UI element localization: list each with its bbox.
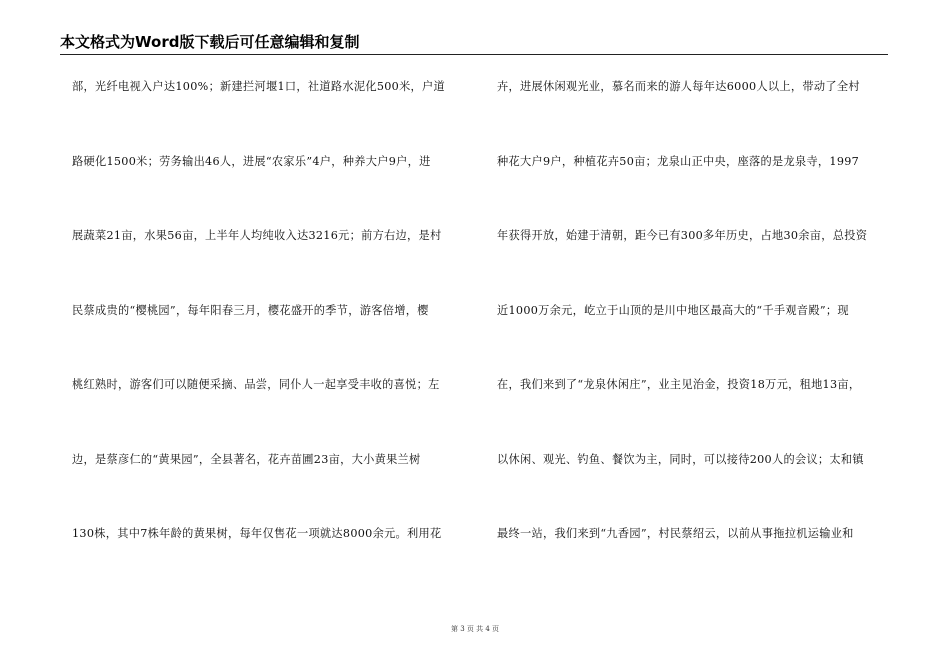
left-column — [72, 77, 472, 599]
text-line: 部，光纤电视入户达100%；新建拦河堰1口，社道路水泥化500米，户道 — [72, 80, 446, 93]
text-line: 最终一站，我们来到“九香园”，村民蔡绍云，以前从事拖拉机运输业和 — [497, 527, 854, 540]
header-title: 本文格式为Word版下载后可任意编辑和复制 — [60, 33, 360, 51]
text-line: 近1000万余元，屹立于山顶的是川中地区最高大的“千手观音殿”；现 — [497, 303, 849, 317]
text-line: 在，我们来到了“龙泉休闲庄”，业主见治金，投资18万元，租地13亩， — [497, 378, 861, 391]
text-line: 以休闲、观光、钓鱼、餐饮为主，同时，可以接待200人的会议；太和镇 — [497, 452, 864, 466]
page-header — [60, 32, 888, 55]
right-column — [497, 77, 897, 599]
text-line: 路硬化1500米；劳务输出46人，进展“农家乐”4户，种养大户9户，进 — [72, 154, 431, 168]
page-footer — [0, 624, 950, 634]
text-line: 民蔡成贵的“樱桃园”，每年阳春三月，樱花盛开的季节，游客倍增，樱 — [72, 303, 429, 317]
text-line: 边，是蔡彦仁的“黄果园”，全县著名，花卉苗圃23亩，大小黄果兰树 — [72, 452, 421, 466]
text-line: 年获得开放，始建于清朝，距今已有300多年历史，占地30余亩，总投资 — [497, 229, 868, 242]
text-line: 桃红熟时，游客们可以随便采摘、品尝，同仆人一起享受丰收的喜悦；左 — [72, 378, 440, 391]
page-number: 第 3 页 共 4 页 — [450, 625, 500, 633]
text-line: 130株，其中7株年龄的黄果树，每年仅售花一项就达8000余元。利用花 — [72, 527, 442, 540]
text-line: 卉，进展休闲观光业，慕名而来的游人每年达6000人以上，带动了全村 — [497, 80, 860, 93]
text-line: 展蔬菜21亩，水果56亩，上半年人均纯收入达3216元；前方右边，是村 — [72, 229, 442, 242]
text-line: 种花大户9户，种植花卉50亩；龙泉山正中央，座落的是龙泉寺，1997 — [497, 154, 860, 168]
